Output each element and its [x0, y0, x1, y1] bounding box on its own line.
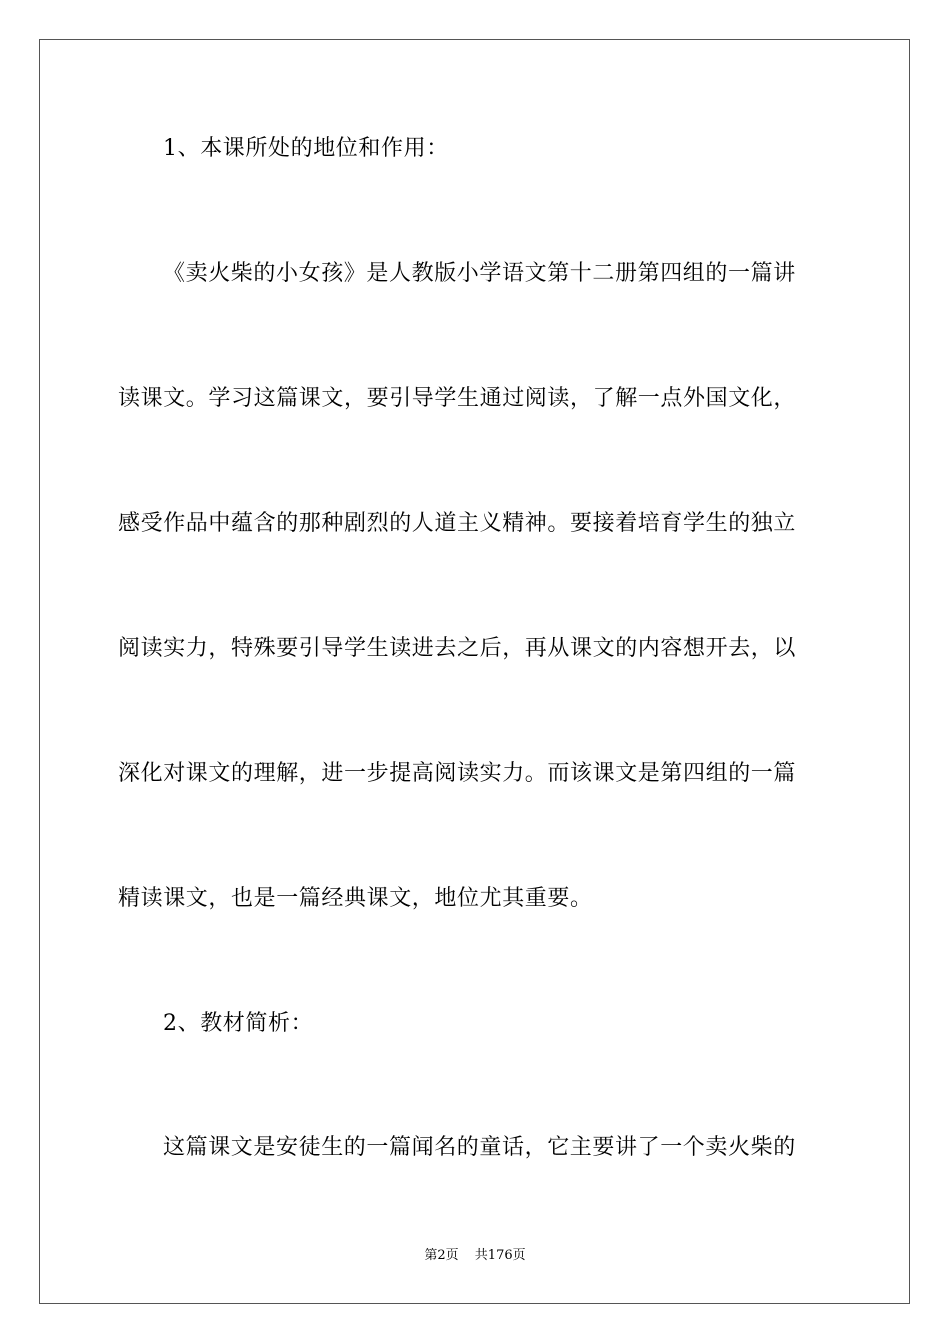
page-total: 共176页 [474, 1248, 526, 1263]
paragraph-line: 读课文。学习这篇课文，要引导学生通过阅读，了解一点外国文化， [118, 386, 797, 411]
section-heading-2: 2、教材简析： [163, 1011, 314, 1036]
paragraph-line: 精读课文，也是一篇经典课文，地位尤其重要。 [118, 886, 593, 911]
paragraph-line: 阅读实力，特殊要引导学生读进去之后，再从课文的内容想开去，以 [118, 636, 797, 661]
page-footer [0, 1247, 950, 1265]
paragraph-line: 深化对课文的理解，进一步提高阅读实力。而该课文是第四组的一篇 [118, 761, 797, 786]
paragraph-line: 感受作品中蕴含的那种剧烈的人道主义精神。要接着培育学生的独立 [118, 511, 797, 536]
section-heading-1: 1、本课所处的地位和作用： [163, 136, 449, 161]
paragraph-line: 《卖火柴的小女孩》是人教版小学语文第十二册第四组的一篇讲 [163, 261, 796, 286]
paragraph-line: 这篇课文是安徒生的一篇闻名的童话，它主要讲了一个卖火柴的 [163, 1135, 796, 1160]
page-border [39, 39, 910, 1304]
page-number: 第2页 [424, 1248, 459, 1263]
